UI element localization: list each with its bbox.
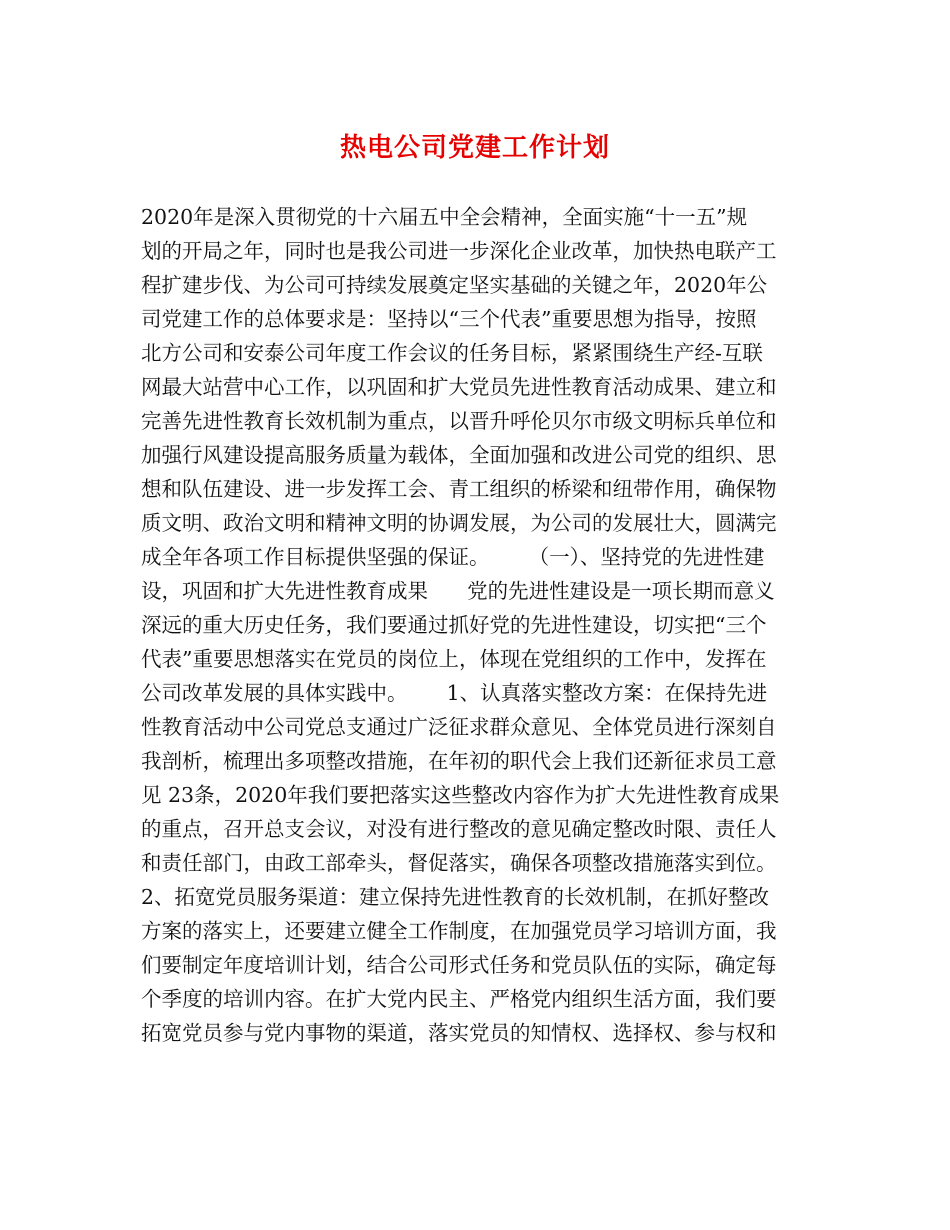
body-line: 见 23条，2020年我们要把落实这些整改内容作为扩大先进性教育成果 bbox=[141, 783, 780, 807]
body-line: 2020年是深入贯彻党的十六届五中全会精神，全面实施“十一五”规 bbox=[141, 205, 748, 229]
body-line: 方案的落实上，还要建立健全工作制度，在加强党员学习培训方面，我 bbox=[141, 919, 777, 943]
body-line: 性教育活动中公司党总支通过广泛征求群众意见、全体党员进行深刻自 bbox=[141, 715, 777, 739]
body-line: 完善先进性教育长效机制为重点，以晋升呼伦贝尔市级文明标兵单位和 bbox=[141, 409, 777, 433]
body-line: 公司改革发展的具体实践中。 1、认真落实整改方案：在保持先进 bbox=[141, 681, 768, 705]
body-line: 深远的重大历史任务，我们要通过抓好党的先进性建设，切实把“三个 bbox=[141, 613, 767, 637]
body-line: 代表”重要思想落实在党员的岗位上，体现在党组织的工作中，发挥在 bbox=[141, 647, 767, 671]
body-line: 程扩建步伐、为公司可持续发展奠定坚实基础的关键之年，2020年公 bbox=[141, 273, 768, 297]
body-line: 设，巩固和扩大先进性教育成果 党的先进性建设是一项长期而意义 bbox=[141, 579, 775, 603]
document-title: 热电公司党建工作计划 bbox=[339, 133, 610, 163]
body-line: 成全年各项工作目标提供坚强的保证。 （一）、坚持党的先进性建 bbox=[141, 545, 765, 569]
body-line: 司党建工作的总体要求是：坚持以“三个代表”重要思想为指导，按照 bbox=[141, 307, 757, 331]
body-line: 加强行风建设提高服务质量为载体，全面加强和改进公司党的组织、思 bbox=[141, 443, 777, 467]
body-line: 网最大站营中心工作，以巩固和扩大党员先进性教育活动成果、建立和 bbox=[141, 375, 777, 399]
body-line: 个季度的培训内容。在扩大党内民主、严格党内组织生活方面，我们要 bbox=[141, 987, 777, 1011]
body-line: 2、拓宽党员服务渠道：建立保持先进性教育的长效机制，在抓好整改 bbox=[141, 885, 770, 909]
body-line: 划的开局之年，同时也是我公司进一步深化企业改革，加快热电联产工 bbox=[141, 239, 777, 263]
body-line: 和责任部门，由政工部牵头，督促落实，确保各项整改措施落实到位。 bbox=[141, 851, 777, 875]
document-body bbox=[141, 200, 821, 1050]
body-line: 我剖析，梳理出多项整改措施，在年初的职代会上我们还新征求员工意 bbox=[141, 749, 777, 773]
body-line: 们要制定年度培训计划，结合公司形式任务和党员队伍的实际，确定每 bbox=[141, 953, 777, 977]
body-line: 质文明、政治文明和精神文明的协调发展，为公司的发展壮大，圆满完 bbox=[141, 511, 777, 535]
body-line: 北方公司和安泰公司年度工作会议的任务目标，紧紧围绕生产经-互联 bbox=[141, 341, 763, 365]
body-line: 想和队伍建设、进一步发挥工会、青工组织的桥梁和纽带作用，确保物 bbox=[141, 477, 777, 501]
body-line: 拓宽党员参与党内事物的渠道，落实党员的知情权、选择权、参与权和 bbox=[141, 1021, 777, 1045]
body-line: 的重点，召开总支会议，对没有进行整改的意见确定整改时限、责任人 bbox=[141, 817, 777, 841]
